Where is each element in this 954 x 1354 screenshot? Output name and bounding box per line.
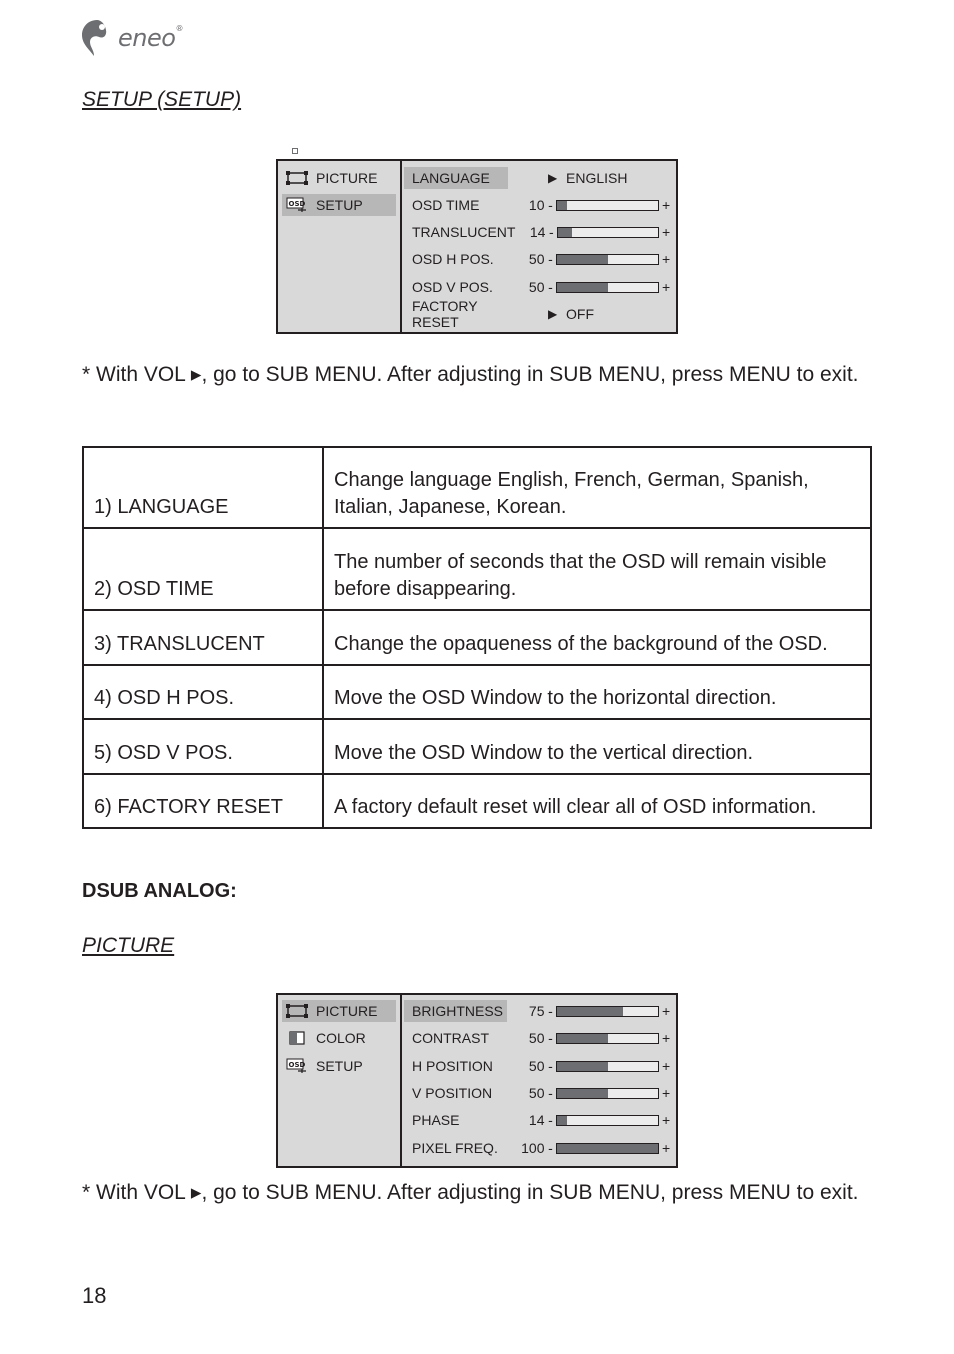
picture-icon bbox=[286, 171, 308, 185]
osd-slider-fill bbox=[557, 1034, 607, 1043]
plus-sign: + bbox=[661, 251, 671, 267]
osd-left-panel bbox=[278, 995, 402, 1166]
osd-row-translucent[interactable] bbox=[404, 221, 672, 243]
minus-sign: - bbox=[548, 1058, 553, 1074]
osd-slider-bar[interactable] bbox=[557, 227, 659, 238]
setup-section-title: SETUP (SETUP) bbox=[82, 88, 242, 111]
osd-row-value: 14 bbox=[528, 1112, 545, 1128]
osd-row-pixel-freq[interactable] bbox=[404, 1137, 672, 1159]
plus-sign: + bbox=[661, 1058, 671, 1074]
svg-text:OSD: OSD bbox=[288, 1061, 306, 1069]
plus-sign: + bbox=[662, 224, 671, 240]
osd-row-value: 50 bbox=[528, 1058, 545, 1074]
osd-row-osd-time[interactable] bbox=[404, 194, 672, 216]
instruction-text: * With VOL ▸, go to SUB MENU. After adjusting in SUB MENU, press MENU to exit. bbox=[82, 363, 859, 386]
minus-sign: - bbox=[548, 1030, 553, 1046]
osd-slider-fill bbox=[557, 1089, 607, 1098]
table-row bbox=[83, 610, 871, 665]
instruction-text: * With VOL ▸, go to SUB MENU. After adjusting in SUB MENU, press MENU to exit. bbox=[82, 1181, 859, 1204]
picture-osd-menu bbox=[276, 993, 678, 1168]
marker-square bbox=[292, 148, 298, 154]
osd-menu-item-label: SETUP bbox=[316, 197, 363, 213]
table-row bbox=[83, 665, 871, 719]
osd-row-label: OSD TIME bbox=[412, 197, 480, 213]
osd-slider-fill bbox=[557, 283, 607, 292]
osd-row-label: PHASE bbox=[412, 1112, 460, 1128]
osd-icon bbox=[286, 198, 308, 212]
table-cell-item: 1) LANGUAGE bbox=[83, 447, 323, 528]
osd-slider-fill bbox=[557, 201, 567, 210]
plus-sign: + bbox=[661, 1112, 671, 1128]
osd-row-value: 50 bbox=[528, 251, 545, 267]
osd-row-value: 50 bbox=[528, 1085, 545, 1101]
plus-sign: + bbox=[661, 1085, 671, 1101]
table-cell-desc: The number of seconds that the OSD will remain visible before disappearing. bbox=[323, 528, 871, 610]
osd-row-label: PIXEL FREQ. bbox=[412, 1140, 498, 1156]
table-row bbox=[83, 528, 871, 610]
minus-sign: - bbox=[548, 251, 553, 267]
osd-icon bbox=[286, 1059, 308, 1073]
plus-sign: + bbox=[661, 1140, 671, 1156]
table-row bbox=[83, 774, 871, 828]
osd-row-label: CONTRAST bbox=[412, 1030, 489, 1046]
osd-row-label: OSD V POS. bbox=[412, 279, 493, 295]
osd-menu-item-picture[interactable] bbox=[282, 1000, 396, 1022]
plus-sign: + bbox=[661, 1030, 671, 1046]
table-cell-item: 5) OSD V POS. bbox=[83, 719, 323, 774]
arrow-right-icon: ▶ bbox=[548, 171, 558, 185]
osd-menu-item-label: SETUP bbox=[316, 1058, 363, 1074]
osd-slider-bar[interactable] bbox=[556, 1088, 659, 1099]
osd-row-contrast[interactable] bbox=[404, 1027, 672, 1049]
osd-menu-item-picture[interactable] bbox=[282, 167, 396, 189]
osd-row-phase[interactable] bbox=[404, 1109, 672, 1131]
osd-row-value: 50 bbox=[528, 1030, 545, 1046]
osd-menu-item-color[interactable] bbox=[282, 1027, 396, 1049]
osd-menu-item-label: COLOR bbox=[316, 1030, 366, 1046]
osd-slider-bar[interactable] bbox=[556, 200, 659, 211]
plus-sign: + bbox=[661, 1003, 671, 1019]
minus-sign: - bbox=[548, 197, 553, 213]
osd-row-value: 14 bbox=[529, 224, 546, 240]
osd-slider-fill bbox=[557, 1144, 658, 1153]
osd-row-brightness[interactable] bbox=[404, 1000, 672, 1022]
minus-sign: - bbox=[548, 1140, 553, 1156]
osd-row-value: 75 bbox=[528, 1003, 545, 1019]
logo-text: eneo® bbox=[118, 24, 183, 52]
osd-slider-bar[interactable] bbox=[556, 282, 659, 293]
osd-row-osd-h-pos[interactable] bbox=[404, 248, 672, 270]
table-cell-item: 2) OSD TIME bbox=[83, 528, 323, 610]
table-row bbox=[83, 447, 871, 528]
osd-slider-fill bbox=[557, 1062, 607, 1071]
osd-menu-item-setup[interactable] bbox=[282, 1055, 396, 1077]
picture-icon bbox=[286, 1004, 308, 1018]
osd-row-label: H POSITION bbox=[412, 1058, 493, 1074]
table-cell-desc: Change the opaqueness of the background of the OSD. bbox=[323, 610, 871, 665]
osd-menu-item-setup[interactable] bbox=[282, 194, 396, 216]
table-cell-item: 4) OSD H POS. bbox=[83, 665, 323, 719]
osd-slider-bar[interactable] bbox=[556, 254, 659, 265]
table-cell-item: 3) TRANSLUCENT bbox=[83, 610, 323, 665]
osd-row-osd-v-pos[interactable] bbox=[404, 276, 672, 298]
osd-option-value: ENGLISH bbox=[566, 170, 628, 186]
osd-row-label: LANGUAGE bbox=[404, 167, 508, 189]
osd-option-value: OFF bbox=[566, 306, 594, 322]
minus-sign: - bbox=[548, 1085, 553, 1101]
plus-sign: + bbox=[661, 279, 671, 295]
osd-row-v-position[interactable] bbox=[404, 1082, 672, 1104]
table-cell-desc: A factory default reset will clear all of OSD information. bbox=[323, 774, 871, 828]
osd-menu-item-label: PICTURE bbox=[316, 170, 378, 186]
osd-left-panel bbox=[278, 161, 402, 332]
table-cell-desc: Change language English, French, German, Spanish, Italian, Japanese, Korean. bbox=[323, 447, 871, 528]
osd-row-h-position[interactable] bbox=[404, 1055, 672, 1077]
osd-row-language[interactable] bbox=[404, 167, 672, 189]
setup-osd-menu bbox=[276, 159, 678, 334]
osd-slider-fill bbox=[557, 255, 607, 264]
minus-sign: - bbox=[548, 224, 554, 240]
minus-sign: - bbox=[548, 279, 553, 295]
osd-row-value: 100 bbox=[521, 1140, 545, 1156]
osd-row-value: 10 bbox=[528, 197, 545, 213]
osd-row-label: TRANSLUCENT bbox=[412, 224, 516, 240]
osd-slider-bar[interactable] bbox=[556, 1061, 659, 1072]
table-cell-desc: Move the OSD Window to the vertical direction. bbox=[323, 719, 871, 774]
picture-section-title: PICTURE bbox=[82, 934, 175, 957]
arrow-right-icon: ▶ bbox=[548, 307, 558, 321]
osd-slider-bar[interactable] bbox=[556, 1115, 659, 1126]
osd-row-value: 50 bbox=[528, 279, 545, 295]
osd-slider-bar[interactable] bbox=[556, 1033, 659, 1044]
osd-slider-fill bbox=[557, 1007, 623, 1016]
table-cell-desc: Move the OSD Window to the horizontal direction. bbox=[323, 665, 871, 719]
osd-slider-fill bbox=[557, 1116, 567, 1125]
osd-row-label: OSD H POS. bbox=[412, 251, 494, 267]
setup-description-table bbox=[82, 446, 872, 829]
svg-text:OSD: OSD bbox=[288, 200, 306, 208]
eneo-logo bbox=[80, 16, 183, 60]
plus-sign: + bbox=[661, 197, 671, 213]
osd-row-label: FACTORY RESET bbox=[412, 298, 478, 330]
dsub-analog-heading: DSUB ANALOG: bbox=[82, 880, 237, 902]
minus-sign: - bbox=[548, 1112, 553, 1128]
osd-row-label: BRIGHTNESS bbox=[404, 1000, 507, 1022]
table-cell-item: 6) FACTORY RESET bbox=[83, 774, 323, 828]
minus-sign: - bbox=[548, 1003, 553, 1019]
page-number: 18 bbox=[82, 1283, 107, 1308]
eneo-logo-mark-icon bbox=[80, 18, 114, 58]
osd-row-factory-reset[interactable] bbox=[404, 298, 672, 330]
table-row bbox=[83, 719, 871, 774]
color-icon bbox=[286, 1031, 308, 1045]
osd-row-label: V POSITION bbox=[412, 1085, 493, 1101]
osd-slider-bar[interactable] bbox=[556, 1006, 659, 1017]
osd-slider-fill bbox=[558, 228, 572, 237]
osd-menu-item-label: PICTURE bbox=[316, 1003, 378, 1019]
osd-slider-bar[interactable] bbox=[556, 1143, 659, 1154]
